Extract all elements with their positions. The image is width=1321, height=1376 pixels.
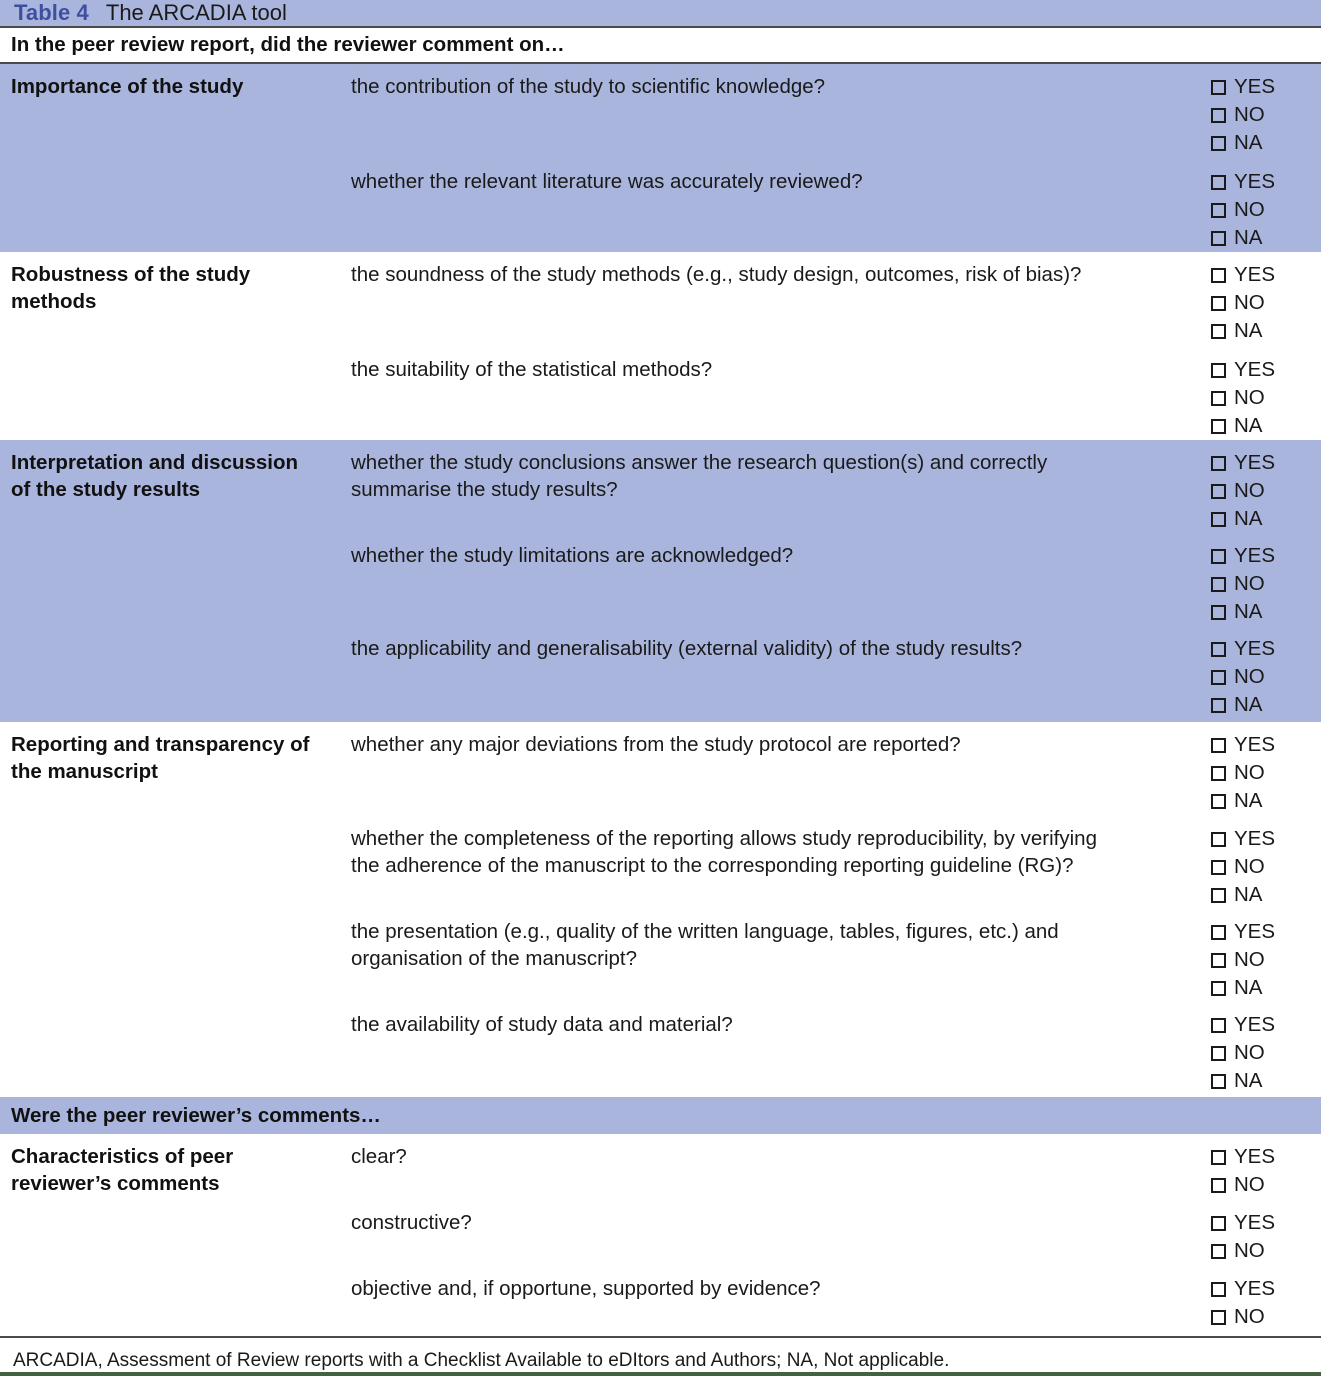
answer-option-label: NA [1234, 976, 1263, 1000]
answer-option[interactable] [1211, 1171, 1321, 1199]
answer-option[interactable] [1211, 168, 1321, 196]
answer-option[interactable] [1211, 261, 1321, 289]
checkbox-icon[interactable] [1211, 1244, 1226, 1259]
answer-option-label: YES [1234, 920, 1276, 944]
question-row [347, 1134, 1321, 1200]
checkbox-icon[interactable] [1211, 484, 1226, 499]
question-row [347, 64, 1321, 159]
answer-option-label: NA [1234, 1069, 1263, 1093]
answer-option-label: NA [1234, 883, 1263, 907]
answer-option[interactable] [1211, 73, 1321, 101]
answer-option[interactable] [1211, 505, 1321, 533]
checkbox-icon[interactable] [1211, 1150, 1226, 1165]
checkbox-icon[interactable] [1211, 888, 1226, 903]
checkbox-icon[interactable] [1211, 512, 1226, 527]
question-row [347, 626, 1321, 722]
answer-option-label: YES [1234, 263, 1276, 287]
table-caption [0, 0, 1321, 28]
category-line: Reporting and transparency of [11, 733, 310, 756]
answer-option[interactable] [1211, 542, 1321, 570]
question-line: constructive? [351, 1211, 472, 1234]
answer-option-label: NO [1234, 761, 1265, 785]
answer-option[interactable] [1211, 787, 1321, 815]
answer-option[interactable] [1211, 825, 1321, 853]
question-text [347, 159, 1203, 195]
checkbox-icon[interactable] [1211, 670, 1226, 685]
answer-option-label: YES [1234, 827, 1276, 851]
answer-option-label: NA [1234, 226, 1263, 250]
answer-option-label: NO [1234, 1041, 1265, 1065]
question-text [347, 1002, 1203, 1038]
checkbox-icon[interactable] [1211, 642, 1226, 657]
answer-option-label: NO [1234, 291, 1265, 315]
checkbox-icon[interactable] [1211, 981, 1226, 996]
table-body [0, 28, 1321, 1336]
answer-option[interactable] [1211, 881, 1321, 909]
question-text [347, 1200, 1203, 1236]
answer-options [1203, 533, 1321, 626]
criterion-group [0, 722, 1321, 1097]
checkbox-icon[interactable] [1211, 231, 1226, 246]
answer-option-label: YES [1234, 1277, 1276, 1301]
answer-option-label: YES [1234, 451, 1276, 475]
checkbox-icon[interactable] [1211, 766, 1226, 781]
question-row [347, 1266, 1321, 1336]
answer-options [1203, 909, 1321, 1002]
answer-option-label: YES [1234, 1211, 1276, 1235]
criterion-group [0, 1134, 1321, 1336]
answer-options [1203, 1002, 1321, 1095]
criterion-group [0, 64, 1321, 252]
checkbox-icon[interactable] [1211, 391, 1226, 406]
question-text [347, 909, 1203, 973]
answer-option[interactable] [1211, 356, 1321, 384]
checkbox-icon[interactable] [1211, 80, 1226, 95]
question-text [347, 816, 1203, 880]
checkbox-icon[interactable] [1211, 136, 1226, 151]
criterion-category-label [0, 1134, 347, 1336]
answer-option-label: NO [1234, 198, 1265, 222]
answer-option[interactable] [1211, 691, 1321, 719]
category-line: of the study results [11, 478, 201, 502]
question-row [347, 159, 1321, 252]
checkbox-icon[interactable] [1211, 953, 1226, 968]
answer-option[interactable] [1211, 946, 1321, 974]
checkbox-icon[interactable] [1211, 605, 1226, 620]
question-row [347, 816, 1321, 909]
question-text [347, 533, 1203, 569]
answer-options [1203, 159, 1321, 252]
answer-options [1203, 722, 1321, 815]
answer-options [1203, 1134, 1321, 1199]
question-column [347, 64, 1321, 252]
criterion-category-label [0, 252, 347, 440]
checkbox-icon[interactable] [1211, 1178, 1226, 1193]
answer-option[interactable] [1211, 598, 1321, 626]
checkbox-icon[interactable] [1211, 363, 1226, 378]
category-line: Interpretation and discussion [11, 451, 299, 474]
answer-option-label: NA [1234, 600, 1263, 624]
answer-option[interactable] [1211, 1011, 1321, 1039]
answer-option-label: NA [1234, 693, 1263, 717]
checkbox-icon[interactable] [1211, 456, 1226, 471]
checkbox-icon[interactable] [1211, 108, 1226, 123]
question-column [347, 252, 1321, 440]
answer-option[interactable] [1211, 1237, 1321, 1265]
question-line: the soundness of the study methods (e.g., study design, outcomes, risk of bias)? [351, 263, 1082, 286]
answer-option-label: NO [1234, 572, 1265, 596]
criterion-group [0, 252, 1321, 440]
checkbox-icon[interactable] [1211, 268, 1226, 283]
checkbox-icon[interactable] [1211, 175, 1226, 190]
question-text [347, 626, 1203, 662]
answer-option[interactable] [1211, 412, 1321, 440]
checkbox-icon[interactable] [1211, 1282, 1226, 1297]
question-text [347, 252, 1203, 288]
answer-option-label: YES [1234, 170, 1276, 194]
answer-option-label: NO [1234, 855, 1265, 879]
answer-option[interactable] [1211, 289, 1321, 317]
question-line: the contribution of the study to scientific knowledge? [351, 75, 826, 98]
answer-option[interactable] [1211, 663, 1321, 691]
answer-options [1203, 440, 1321, 533]
page-bottom-bar [0, 1372, 1321, 1376]
answer-option-label: NO [1234, 948, 1265, 972]
question-text [347, 440, 1203, 504]
answer-option[interactable] [1211, 1303, 1321, 1331]
criterion-category-label [0, 64, 347, 252]
question-line: whether the study limitations are acknowledged? [351, 544, 794, 567]
answer-option[interactable] [1211, 1143, 1321, 1171]
checkbox-icon[interactable] [1211, 1216, 1226, 1231]
question-column [347, 1134, 1321, 1336]
answer-option[interactable] [1211, 731, 1321, 759]
question-line: whether any major deviations from the study protocol are reported? [351, 733, 961, 756]
section-header: Were the peer reviewer’s comments… [0, 1097, 1321, 1134]
checkbox-icon[interactable] [1211, 794, 1226, 809]
question-row [347, 252, 1321, 347]
answer-option[interactable] [1211, 1039, 1321, 1067]
question-column [347, 440, 1321, 722]
answer-option-label: YES [1234, 75, 1276, 99]
checkbox-icon[interactable] [1211, 577, 1226, 592]
answer-options [1203, 626, 1321, 719]
question-row [347, 533, 1321, 626]
question-line: organisation of the manuscript? [351, 947, 638, 971]
checkbox-icon[interactable] [1211, 1310, 1226, 1325]
question-line: the presentation (e.g., quality of the written language, tables, figures, etc.) and [351, 920, 1059, 943]
answer-option-label: YES [1234, 1013, 1276, 1037]
question-row [347, 722, 1321, 816]
section-header: In the peer review report, did the reviewer comment on… [0, 28, 1321, 64]
category-line: reviewer’s comments [11, 1172, 220, 1196]
question-text [347, 64, 1203, 100]
question-text [347, 1266, 1203, 1302]
question-row [347, 909, 1321, 1002]
answer-option[interactable] [1211, 317, 1321, 345]
answer-option-label: NO [1234, 1173, 1265, 1197]
table-title: The ARCADIA tool [105, 0, 287, 25]
question-line: the suitability of the statistical methods? [351, 358, 713, 381]
question-column [347, 722, 1321, 1097]
answer-option-label: YES [1234, 544, 1276, 568]
answer-option[interactable] [1211, 449, 1321, 477]
question-row [347, 440, 1321, 533]
question-line: whether the completeness of the reporting allows study reproducibility, by verifying [351, 827, 1097, 850]
question-text [347, 347, 1203, 383]
answer-option-label: NO [1234, 665, 1265, 689]
answer-option-label: NO [1234, 386, 1265, 410]
answer-option-label: NA [1234, 414, 1263, 438]
answer-option-label: YES [1234, 733, 1276, 757]
answer-option[interactable] [1211, 759, 1321, 787]
checkbox-icon[interactable] [1211, 1018, 1226, 1033]
question-line: whether the study conclusions answer the research question(s) and correctly [351, 451, 1048, 474]
answer-option-label: NA [1234, 507, 1263, 531]
answer-option-label: NO [1234, 479, 1265, 503]
answer-option-label: NA [1234, 319, 1263, 343]
checkbox-icon[interactable] [1211, 324, 1226, 339]
checkbox-icon[interactable] [1211, 296, 1226, 311]
question-line: the applicability and generalisability (external validity) of the study results? [351, 637, 1023, 660]
answer-option[interactable] [1211, 1209, 1321, 1237]
category-line: Robustness of the study [11, 263, 251, 286]
answer-options [1203, 347, 1321, 440]
question-text [347, 722, 1203, 758]
checkbox-icon[interactable] [1211, 203, 1226, 218]
question-line: clear? [351, 1145, 407, 1168]
answer-options [1203, 252, 1321, 345]
answer-option-label: NO [1234, 103, 1265, 127]
question-row [347, 1200, 1321, 1266]
answer-option[interactable] [1211, 224, 1321, 252]
answer-option-label: NO [1234, 1305, 1265, 1329]
answer-option[interactable] [1211, 1275, 1321, 1303]
answer-option-label: NA [1234, 789, 1263, 813]
checkbox-icon[interactable] [1211, 832, 1226, 847]
answer-option[interactable] [1211, 129, 1321, 157]
checkbox-icon[interactable] [1211, 860, 1226, 875]
checkbox-icon[interactable] [1211, 925, 1226, 940]
answer-option-label: YES [1234, 637, 1276, 661]
question-line: summarise the study results? [351, 478, 618, 502]
checkbox-icon[interactable] [1211, 1046, 1226, 1061]
answer-option-label: YES [1234, 1145, 1276, 1169]
answer-options [1203, 64, 1321, 157]
question-row [347, 1002, 1321, 1097]
checkbox-icon[interactable] [1211, 419, 1226, 434]
checkbox-icon[interactable] [1211, 698, 1226, 713]
criterion-category-label [0, 440, 347, 722]
answer-option-label: YES [1234, 358, 1276, 382]
answer-options [1203, 1200, 1321, 1265]
question-line: the adherence of the manuscript to the corresponding reporting guideline (RG)? [351, 854, 1074, 878]
answer-option[interactable] [1211, 384, 1321, 412]
table-footnote: ARCADIA, Assessment of Review reports with a Checklist Available to eDItors and Authors; NA, Not applicable. [13, 1350, 950, 1371]
checkbox-icon[interactable] [1211, 1074, 1226, 1089]
question-line: the availability of study data and material? [351, 1013, 733, 1036]
checkbox-icon[interactable] [1211, 549, 1226, 564]
answer-options [1203, 816, 1321, 909]
answer-option[interactable] [1211, 196, 1321, 224]
answer-option[interactable] [1211, 918, 1321, 946]
category-line: the manuscript [11, 760, 158, 784]
category-line: Importance of the study [11, 75, 244, 98]
answer-option[interactable] [1211, 635, 1321, 663]
table-number: Table 4 [14, 0, 89, 25]
answer-option[interactable] [1211, 570, 1321, 598]
answer-option-label: NA [1234, 131, 1263, 155]
answer-option[interactable] [1211, 853, 1321, 881]
question-text [347, 1134, 1203, 1170]
answer-option[interactable] [1211, 1067, 1321, 1095]
answer-option[interactable] [1211, 974, 1321, 1002]
category-line: Characteristics of peer [11, 1145, 234, 1168]
checkbox-icon[interactable] [1211, 738, 1226, 753]
criterion-category-label [0, 722, 347, 1097]
question-row [347, 347, 1321, 440]
answer-option-label: NO [1234, 1239, 1265, 1263]
question-line: whether the relevant literature was accurately reviewed? [351, 170, 863, 193]
criterion-group [0, 440, 1321, 722]
answer-option[interactable] [1211, 477, 1321, 505]
question-line: objective and, if opportune, supported by evidence? [351, 1277, 821, 1300]
answer-options [1203, 1266, 1321, 1331]
category-line: methods [11, 290, 97, 314]
answer-option[interactable] [1211, 101, 1321, 129]
